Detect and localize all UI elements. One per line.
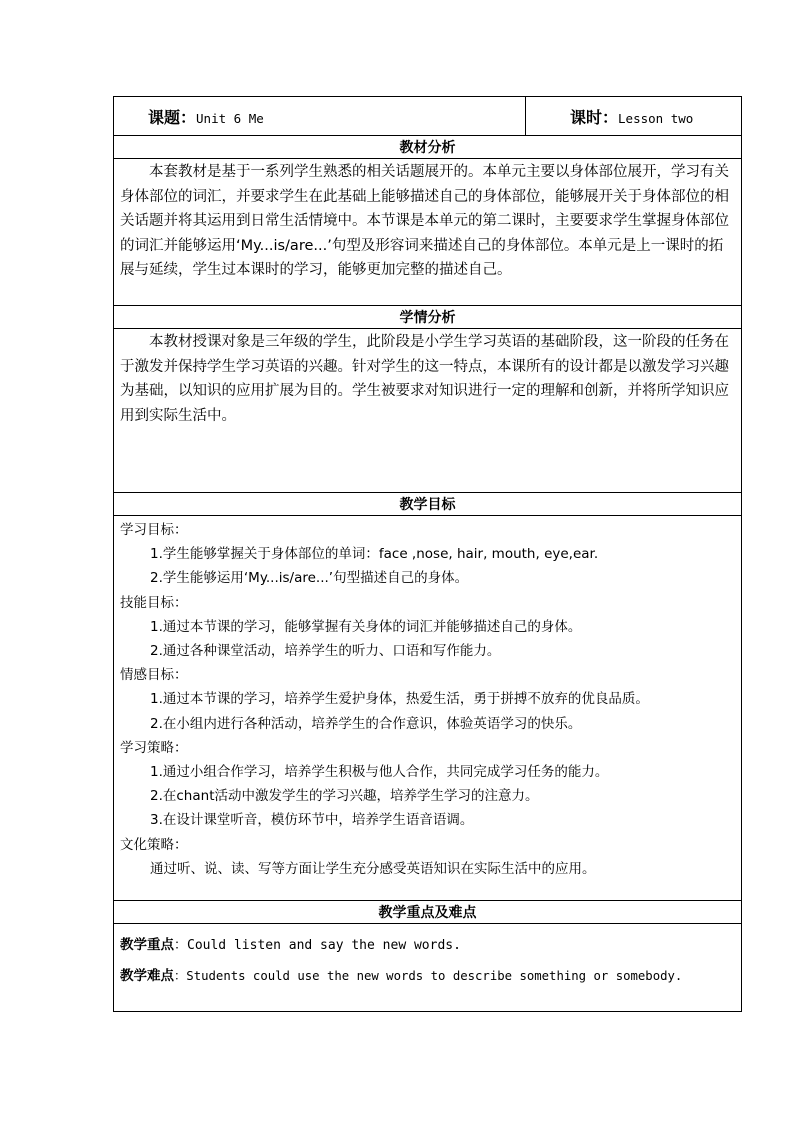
teaching-focus-line: [120, 930, 737, 961]
key-points-title: 教学重点及难点: [114, 901, 742, 924]
key-points-row: [114, 924, 742, 1012]
learning-goals-heading: 学习目标：: [120, 522, 188, 538]
skill-goal-item: 1.通过本节课的学习，能够掌握有关身体的词汇并能够描述自己的身体。: [150, 618, 582, 635]
learning-strategy-item: 2.在chant活动中激发学生的学习兴趣，培养学生学习的注意力。: [150, 788, 539, 805]
textbook-analysis-row: [114, 159, 742, 306]
textbook-analysis-title: 教材分析: [114, 136, 742, 159]
textbook-analysis-text: 本套教材是基于一系列学生熟悉的相关话题展开的。本单元主要以身体部位展开，学习有关身体部位的词汇，并要求学生在此基础上能够描述自己的身体部位，能够展开关于身体部位的相关话题并将其运用到日常生活情境中。本节课是本单元的第二课时，主要要求学生掌握身体部位的词汇并能够运用‘My...is/are...’句型及形容词来描述自己的身体部位。本单元是上一课时的拓展与延续，学生过本课时的学习，能够更加完整的描述自己。: [120, 164, 729, 278]
culture-strategy-heading: 文化策略：: [120, 836, 188, 853]
learner-analysis-row: [114, 329, 742, 493]
key-points-title-row: [114, 901, 742, 924]
learning-strategy-item: 3.在设计课堂听音，模仿环节中，培养学生语音语调。: [150, 812, 474, 829]
textbook-analysis-title-row: [114, 136, 742, 159]
learner-analysis-title: 学情分析: [114, 306, 742, 329]
topic-value: Unit 6 Me: [196, 110, 264, 126]
objectives-title-row: [114, 493, 742, 516]
skill-goals-heading: 技能目标：: [120, 594, 188, 611]
period-value: Lesson two: [618, 110, 694, 126]
emotion-goal-item: 2.在小组内进行各种活动，培养学生的合作意识，体验英语学习的快乐。: [150, 715, 582, 732]
emotion-goals-heading: 情感目标：: [120, 667, 188, 684]
learning-goal-item: 2.学生能够运用‘My...is/are...’句型描述自己的身体。: [150, 570, 469, 587]
learning-strategy-item: 1.通过小组合作学习，培养学生积极与他人合作，共同完成学习任务的能力。: [150, 764, 609, 781]
culture-strategy-item: 通过听、说、读、写等方面让学生充分感受英语知识在实际生活中的应用。: [150, 860, 596, 877]
learner-analysis-title-row: [114, 306, 742, 329]
learner-analysis-text: 本教材授课对象是三年级的学生，此阶段是小学生学习英语的基础阶段，这一阶段的任务在于激发并保持学生学习英语的兴趣。针对学生的这一特点，本课所有的设计都是以激发学习兴趣为基础，以知识的应用扩展为目的。学生被要求对知识进行一定的理解和创新，并将所学知识应用到实际生活中。: [120, 334, 729, 424]
objectives-list: [114, 516, 741, 881]
teaching-difficulty-line: [120, 961, 737, 992]
teaching-difficulty-label: 教学难点: [120, 968, 174, 984]
topic-label: 课题：: [148, 107, 197, 127]
teaching-difficulty-text: ：Students could use the new words to describe something or somebody.: [174, 969, 683, 983]
learning-goal-item: 1.学生能够掌握关于身体部位的单词：face ,nose, hair, mouth, eye,ear.: [150, 546, 599, 563]
objectives-title: 教学目标: [114, 493, 742, 516]
learning-strategy-heading: 学习策略：: [120, 739, 188, 756]
teaching-focus-text: ：Could listen and say the new words.: [174, 938, 461, 953]
skill-goal-item: 2.通过各种课堂活动，培养学生的听力、口语和写作能力。: [150, 643, 501, 660]
emotion-goal-item: 1.通过本节课的学习，培养学生爱护身体，热爱生活，勇于拼搏不放弃的优良品质。: [150, 691, 649, 708]
teaching-focus-label: 教学重点: [120, 937, 174, 953]
lesson-plan-sheet: [113, 96, 741, 1012]
period-label: 课时：: [570, 107, 619, 127]
lesson-plan-table: [113, 96, 742, 1012]
topic-cell: [114, 97, 526, 136]
key-points-content: [114, 924, 741, 992]
period-cell: [526, 97, 742, 136]
header-row: [114, 97, 742, 136]
objectives-row: [114, 516, 742, 901]
